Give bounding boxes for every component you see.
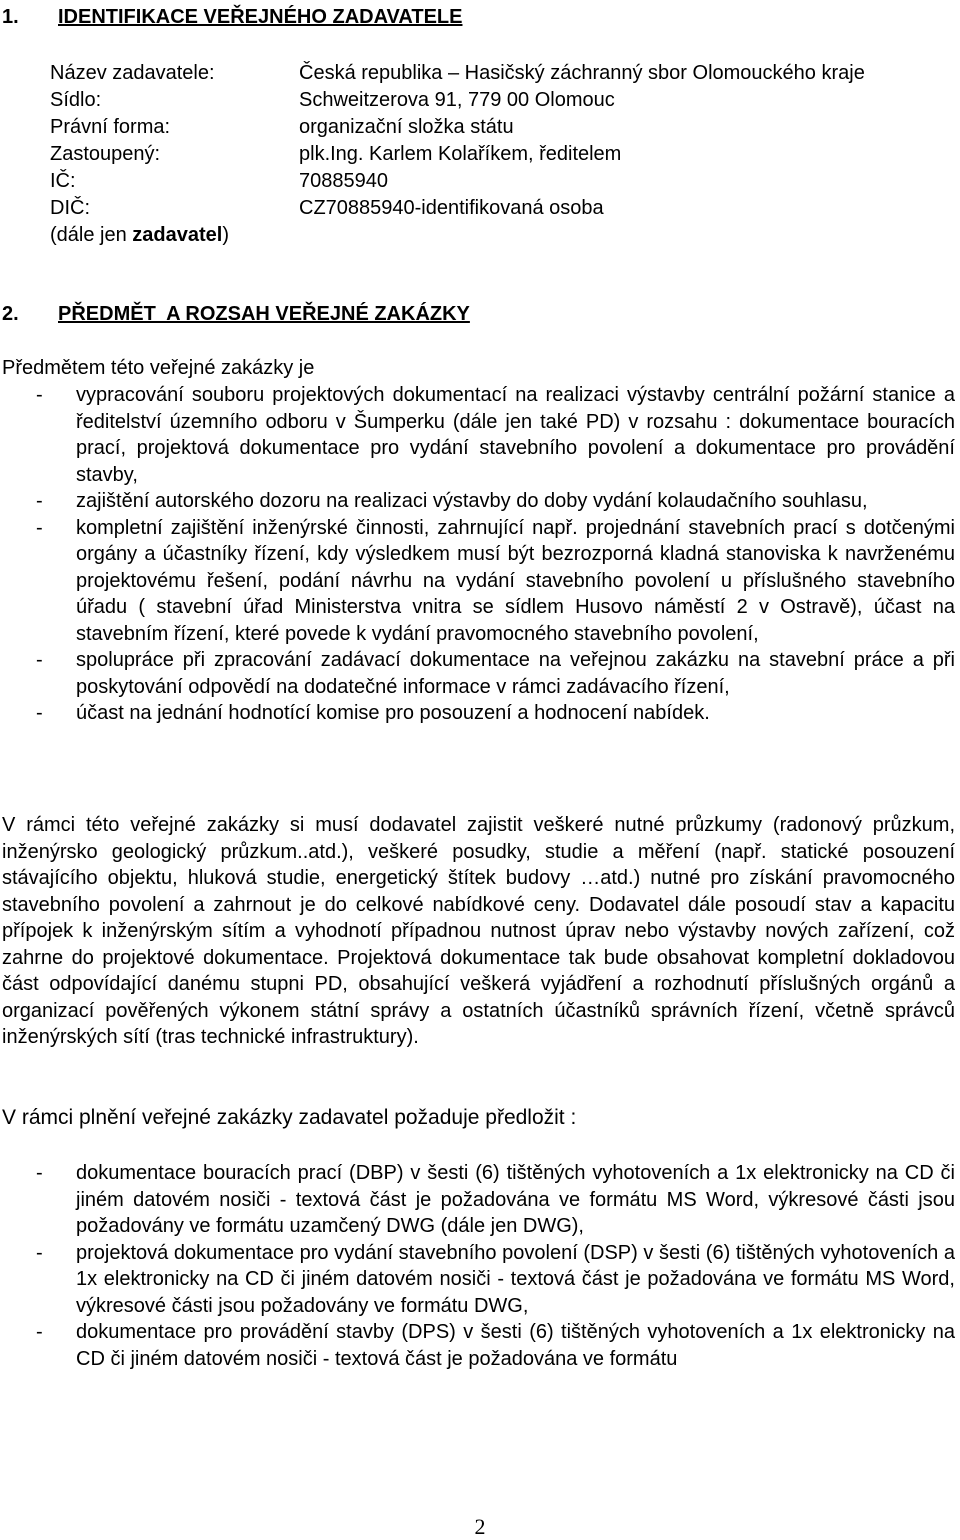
dash-bullet: - <box>36 490 43 512</box>
dash-bullet: - <box>36 384 43 406</box>
info-value: CZ70885940-identifikovaná osoba <box>299 197 604 219</box>
info-label: Sídlo: <box>50 89 102 111</box>
note-suffix: ) <box>222 224 230 246</box>
section-1-title: IDENTIFIKACE VEŘEJNÉHO ZADAVATELE <box>58 6 463 28</box>
list-item-text: zajištění autorského dozoru na realizaci výstavby do doby vydání kolaudačního souhlasu, <box>76 490 868 512</box>
info-value: Schweitzerova 91, 779 00 Olomouc <box>299 89 615 111</box>
dash-bullet: - <box>36 516 43 539</box>
list-item-text: dokumentace bouracích prací (DBP) v šesti (6) tištěných vyhotoveních a 1x elektronicky na CD či jiném datovém nosiči - textová část je požadována ve formátu MS Word, výkresové části jsou požadovány ve formátu uzamčený DWG (dále jen DWG), <box>76 1162 955 1237</box>
list-item-text: dokumentace pro provádění stavby (DPS) v šesti (6) tištěných vyhotoveních a 1x elektronicky na CD či jiném datovém nosiči - textová část je požadována ve formátu <box>76 1321 955 1370</box>
page-number: 2 <box>474 1514 486 1539</box>
info-label: Zastoupený: <box>50 143 161 165</box>
list-item <box>2 488 955 515</box>
list-item <box>2 382 955 488</box>
dash-bullet: - <box>36 649 43 671</box>
section-2-number: 2. <box>2 303 19 325</box>
list-item-text: spolupráce při zpracování zadávací dokumentace na veřejnou zakázku na stavební práce a při poskytování odpovědí na dodatečné informace v rámci zadávacího řízení, <box>76 649 955 698</box>
subject-list <box>2 382 955 727</box>
list-item-text: účast na jednání hodnotící komise pro posouzení a hodnocení nabídek. <box>76 702 710 724</box>
list-item-text: projektová dokumentace pro vydání stavebního povolení (DSP) v šesti (6) tištěných vyhotoveních a 1x elektronicky na CD či jiném datovém nosiči - textová část je požadována ve formátu MS Word, výkresové části jsou požadovány ve formátu DWG, <box>76 1241 955 1317</box>
list-item-text: kompletní zajištění inženýrské činnosti, zahrnující např. projednání stavebních prací s dotčenými orgány a účastníky řízení, kdy výsledkem musí být bezrozporná kladná stanoviska k navrženému projektovému řešení, podání návrhu na vydání stavebního povolení u příslušného stavebního úřadu ( stavební úřad Ministerstva vnitra se sídlem Husovo náměstí 2 v Ostravě), účast na stavebním řízení, které povede k vydání pravomocného stavebního povolení, <box>76 516 955 645</box>
list-item <box>2 515 955 648</box>
info-label: Název zadavatele: <box>50 62 215 84</box>
dash-bullet: - <box>36 1162 43 1184</box>
info-value: plk.Ing. Karlem Kolaříkem, ředitelem <box>299 143 622 165</box>
info-label: IČ: <box>50 170 76 192</box>
section-2-title: PŘEDMĚT A ROZSAH VEŘEJNÉ ZAKÁZKY <box>58 303 470 325</box>
subject-intro: Předmětem této veřejné zakázky je <box>2 357 315 379</box>
surveys-paragraph: V rámci této veřejné zakázky si musí dodavatel zajistit veškeré nutné průzkumy (radonový průzkum, inženýrsko geologický průzkum..atd.), veškeré posudky, studie a měření (např. statické posouzení stávajícího objektu, hluková studie, energetický štítek budovy …atd.) nutné pro získání pravomocného stavebního povolení a zahrnout je do celkové nabídkové ceny. Dodavatel dále posoudí stav a kapacitu přípojek k inženýrským sítím a vyhodnotí případnou nutnost úprav nebo výstavby nových zařízení, což zahrne do projektové dokumentace. Projektová dokumentace tak bude obsahovat kompletní dokladovou část odpovídající danému stupni PD, obsahující veškerá vyjádření a rozhodnutí příslušných orgánů a organizací pověřených výkonem státní správy a ostatních účastníků správních řízení, včetně správců inženýrských sítí (tras technické infrastruktury). <box>2 814 955 1048</box>
info-value: 70885940 <box>299 170 388 192</box>
info-label: DIČ: <box>50 197 90 219</box>
dash-bullet: - <box>36 1241 43 1264</box>
section-1-heading <box>2 4 462 30</box>
dash-bullet: - <box>36 1321 43 1343</box>
requirements-intro: V rámci plnění veřejné zakázky zadavatel požaduje předložit : <box>2 1106 577 1129</box>
list-item <box>2 647 955 700</box>
dash-bullet: - <box>36 702 43 724</box>
list-item <box>2 1240 955 1320</box>
list-item <box>2 700 955 727</box>
list-item <box>2 1160 955 1240</box>
note-bold-term: zadavatel <box>132 224 223 246</box>
section-1-number: 1. <box>2 6 19 28</box>
info-label: Právní forma: <box>50 116 171 138</box>
info-value: Česká republika – Hasičský záchranný sbor Olomouckého kraje <box>299 62 865 84</box>
list-item-text: vypracování souboru projektových dokumentací na realizaci výstavby centrální požární stanice a ředitelství územního odboru v Šumperku (dále jen také PD) v rozsahu : dokumentace bouracích prací, projektová dokumentace pro vydání stavebního povolení a dokumentace pro provádění stavby, <box>76 384 955 486</box>
section-2-heading <box>2 301 470 327</box>
list-item <box>2 1319 955 1372</box>
note-prefix: (dále jen <box>50 224 133 246</box>
info-value: organizační složka státu <box>299 116 514 138</box>
requirements-list <box>2 1160 955 1372</box>
